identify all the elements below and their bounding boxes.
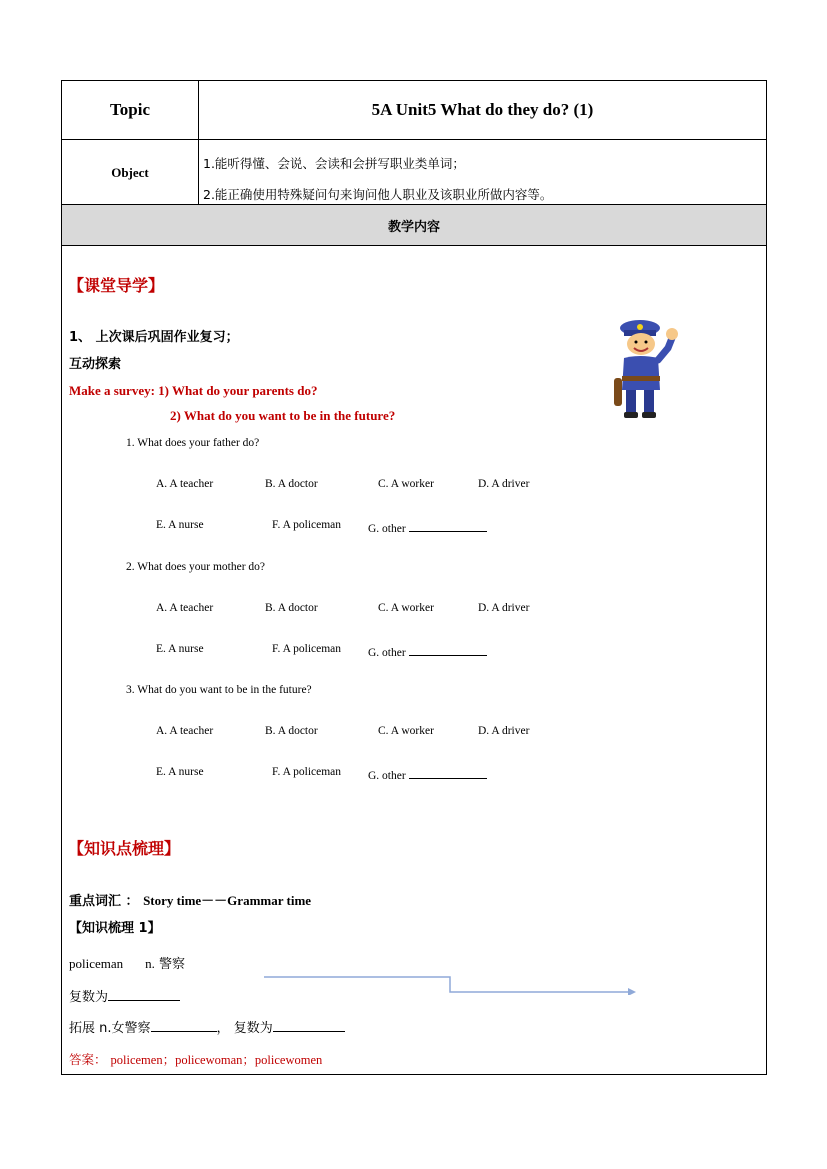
knowledge-subtitle: 【知识梳理 1】 — [69, 921, 161, 936]
connector-arrow — [264, 971, 638, 995]
survey-line-1: Make a survey: 1) What do your parents do? — [69, 383, 318, 398]
vocab-label: 重点词汇 ： — [69, 894, 139, 909]
plural-blank[interactable] — [108, 988, 180, 1001]
answer-label: 答案： — [69, 1052, 107, 1067]
q1-option-a: A. A teacher — [156, 478, 214, 490]
q2-option-e: E. A nurse — [156, 643, 204, 655]
section-title-knowledge: 【知识点梳理】 — [68, 839, 181, 858]
question-2: 2. What does your mother do? — [126, 561, 266, 573]
policeman-illustration — [610, 316, 682, 420]
word: policeman — [69, 956, 124, 971]
q1-option-c: C. A worker — [378, 478, 434, 490]
q2-option-f: F. A policeman — [272, 643, 342, 655]
q1-option-f: F. A policeman — [272, 519, 342, 531]
q3-option-d: D. A driver — [478, 725, 530, 737]
q3-option-e: E. A nurse — [156, 766, 204, 778]
object-label: Object — [111, 165, 149, 180]
q3-option-c: C. A worker — [378, 725, 434, 737]
q2-option-g-label: G. other — [368, 647, 406, 659]
q1-option-b: B. A doctor — [265, 478, 318, 490]
section-title-classroom-guide: 【课堂导学】 — [68, 276, 165, 295]
q1-option-d: D. A driver — [478, 478, 530, 490]
extend-plural-blank[interactable] — [273, 1019, 345, 1032]
q3-option-g-label: G. other — [368, 770, 406, 782]
q2-option-g — [368, 643, 487, 659]
answer-blank[interactable] — [409, 643, 487, 656]
q3-option-a: A. A teacher — [156, 725, 214, 737]
q1-option-e: E. A nurse — [156, 519, 204, 531]
q2-option-c: C. A worker — [378, 602, 434, 614]
q3-option-b: B. A doctor — [265, 725, 318, 737]
answer-line — [69, 1050, 322, 1068]
q1-option-g — [368, 519, 487, 535]
content-bar-title: 教学内容 — [387, 220, 440, 235]
answer-text: policemen；policewoman；policewomen — [110, 1053, 323, 1067]
row-divider — [62, 245, 766, 246]
q3-option-g — [368, 766, 487, 782]
row-divider — [62, 139, 766, 140]
word-meaning: 警察 — [159, 957, 186, 972]
objective-2: 2.能正确使用特殊疑问句来询问他人职业及该职业所做内容等。 — [203, 187, 553, 202]
explore-heading: 互动探索 — [69, 357, 122, 372]
q3-option-f: F. A policeman — [272, 766, 342, 778]
topic-label: Topic — [109, 100, 150, 119]
answer-blank[interactable] — [409, 766, 487, 779]
topic-value: 5A Unit5 What do they do? (1) — [371, 100, 594, 119]
extend-separator: ， — [216, 1021, 230, 1036]
q2-option-d: D. A driver — [478, 602, 530, 614]
vocab-range: Story time－－Grammar time — [143, 893, 312, 908]
q2-option-b: B. A doctor — [265, 602, 318, 614]
extend-label: 拓展 — [69, 1021, 96, 1036]
review-item: 1、 上次课后巩固作业复习； — [69, 330, 239, 345]
extend-blank[interactable] — [151, 1019, 217, 1032]
plural-line — [69, 986, 180, 1005]
q1-option-g-label: G. other — [368, 523, 406, 535]
part-of-speech: n. — [145, 956, 155, 971]
question-1: 1. What does your father do? — [126, 437, 260, 449]
vocab-line — [69, 890, 311, 909]
answer-blank[interactable] — [409, 519, 487, 532]
plural-label: 复数为 — [69, 990, 109, 1005]
objective-1: 1.能听得懂、会说、会读和会拼写职业类单词； — [203, 156, 465, 171]
plural-label-2: 复数为 — [233, 1021, 273, 1036]
q2-option-a: A. A teacher — [156, 602, 214, 614]
survey-line-2: 2) What do you want to be in the future? — [170, 408, 396, 423]
word-entry — [69, 953, 185, 972]
lesson-table — [61, 80, 767, 1075]
extend-text: n.女警察 — [99, 1021, 151, 1036]
extend-line — [69, 1017, 345, 1036]
question-3: 3. What do you want to be in the future? — [126, 684, 312, 696]
